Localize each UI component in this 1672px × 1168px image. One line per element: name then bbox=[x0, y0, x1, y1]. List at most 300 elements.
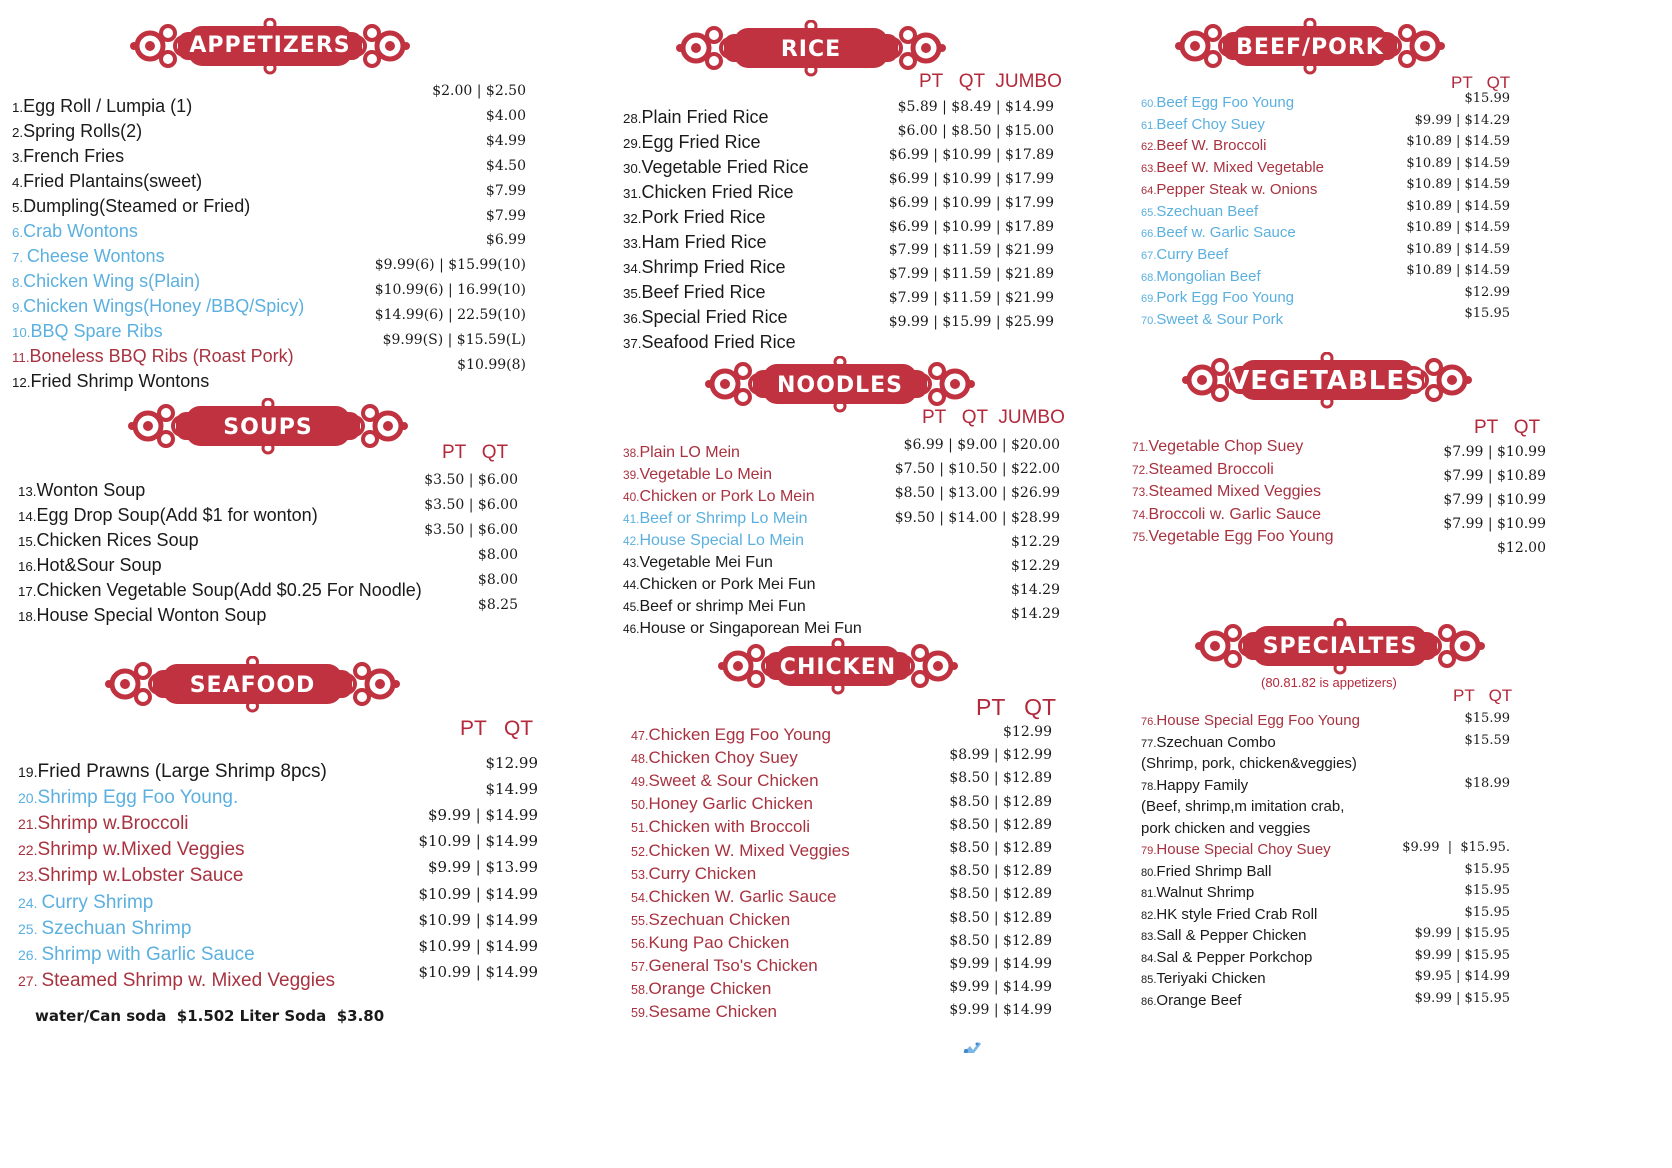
item-number: 49. bbox=[631, 775, 649, 790]
item-number: 74. bbox=[1132, 507, 1149, 522]
item-name: Beef or Shrimp Lo Mein bbox=[639, 510, 808, 527]
soups-col-header: PT QT bbox=[442, 442, 509, 463]
seafood-menu-item bbox=[18, 787, 238, 809]
item-name: Szechuan Chicken bbox=[648, 909, 791, 929]
item-number: 9. bbox=[12, 300, 24, 315]
item-number: 36. bbox=[623, 311, 642, 326]
item-number: 19. bbox=[18, 764, 38, 780]
item-name: Mongolian Beef bbox=[1156, 267, 1261, 285]
noodles-title: NOODLES bbox=[777, 373, 903, 398]
item-name: Chicken Wings(Honey /BBQ/Spicy) bbox=[23, 296, 305, 316]
item-name: Curry Chicken bbox=[648, 863, 757, 883]
item-name: Orange Chicken bbox=[648, 979, 772, 999]
item-number: 70. bbox=[1141, 315, 1157, 327]
rice-menu-item bbox=[623, 207, 766, 228]
appetizers-menu-item bbox=[12, 121, 142, 142]
item-number: 52. bbox=[631, 844, 649, 859]
item-name: French Fries bbox=[23, 146, 125, 166]
blue-sparkle-decoration bbox=[960, 1038, 984, 1062]
item-name: Chicken Fried Rice bbox=[641, 182, 794, 202]
item-number: 11. bbox=[12, 350, 30, 365]
item-price: $9.99 | $14.99 bbox=[949, 956, 1052, 972]
item-price: $6.99 bbox=[485, 232, 526, 249]
item-number: 85. bbox=[1141, 974, 1157, 986]
beefpork-menu-item bbox=[1141, 268, 1261, 285]
item-name: Szechuan Beef bbox=[1156, 202, 1259, 220]
item-name: House Special Lo Mein bbox=[639, 532, 804, 549]
item-name: Plain Fried Rice bbox=[641, 107, 769, 127]
vegetables-menu-item bbox=[1132, 528, 1334, 546]
item-number: 64. bbox=[1141, 184, 1157, 197]
item-price: $15.99 bbox=[1464, 91, 1510, 106]
item-price: $10.89 | $14.59 bbox=[1406, 155, 1510, 171]
item-number: 44. bbox=[623, 578, 640, 592]
item-name: Beef W. Mixed Vegetable bbox=[1156, 159, 1325, 177]
item-price: $10.89 | $14.59 bbox=[1406, 198, 1510, 214]
item-number: 13. bbox=[18, 484, 37, 499]
seafood-title: SEAFOOD bbox=[189, 673, 316, 698]
item-name: Vegetable Lo Mein bbox=[639, 466, 772, 483]
item-number: 18. bbox=[18, 609, 37, 624]
noodles-menu-item bbox=[623, 554, 773, 572]
beefpork-menu-item bbox=[1141, 116, 1265, 133]
item-price: $10.99 | $14.99 bbox=[418, 910, 538, 929]
item-price: $9.99 | $15.99 | $25.99 bbox=[888, 314, 1054, 331]
item-number: 63. bbox=[1141, 163, 1157, 176]
item-name: Chicken Wing s(Plain) bbox=[23, 271, 201, 291]
item-name: Cheese Wontons bbox=[26, 246, 165, 266]
item-price: $10.99 | $14.99 bbox=[418, 884, 538, 903]
item-price: $12.99 bbox=[485, 754, 538, 772]
beefpork-menu-item bbox=[1141, 311, 1283, 328]
item-number: 26. bbox=[18, 946, 42, 963]
item-price: $7.99 | $11.59 | $21.99 bbox=[888, 242, 1054, 259]
item-price: $12.99 bbox=[1003, 724, 1052, 740]
specialties-banner bbox=[1195, 618, 1485, 678]
item-name: Kung Pao Chicken bbox=[648, 932, 790, 952]
item-price: $10.99 | $14.99 bbox=[418, 936, 538, 955]
item-number: 34. bbox=[623, 261, 642, 276]
item-price: $12.29 bbox=[1011, 533, 1060, 550]
item-name: Plain LO Mein bbox=[639, 444, 740, 461]
rice-menu-item bbox=[623, 257, 786, 278]
item-price: $7.50 | $10.50 | $22.00 bbox=[894, 461, 1060, 478]
appetizers-menu-item bbox=[12, 346, 294, 367]
rice-menu-item bbox=[623, 307, 788, 328]
rice-menu-item bbox=[623, 332, 796, 353]
item-name: Happy Family bbox=[1156, 776, 1249, 794]
item-name: House Special Egg Foo Young bbox=[1156, 712, 1360, 729]
item-number: 38. bbox=[623, 446, 640, 460]
chicken-menu-item bbox=[631, 841, 850, 861]
chicken-menu-item bbox=[631, 864, 756, 884]
item-name: Sweet & Sour Pork bbox=[1156, 311, 1284, 328]
item-price: $7.99 | $10.99 bbox=[1443, 516, 1546, 533]
item-price: $9.99 | $13.99 bbox=[427, 858, 538, 877]
item-number: 24. bbox=[18, 894, 42, 911]
item-name: Chicken W. Mixed Veggies bbox=[648, 840, 850, 860]
item-price: $8.50 | $13.00 | $26.99 bbox=[894, 485, 1060, 502]
item-number: 86. bbox=[1141, 995, 1157, 1008]
item-name: Chicken or Pork Mei Fun bbox=[639, 576, 816, 593]
item-number: 2. bbox=[12, 125, 24, 140]
item-price: $6.99 | $10.99 | $17.99 bbox=[888, 170, 1054, 187]
item-number: 67. bbox=[1141, 249, 1157, 262]
item-number: 84. bbox=[1141, 952, 1157, 965]
drinks-water-can-soda: water/Can soda $1.50 bbox=[35, 1007, 225, 1025]
item-name: Wonton Soup bbox=[36, 480, 146, 500]
vegetables-menu-item bbox=[1132, 438, 1303, 456]
appetizers-menu-item bbox=[12, 146, 124, 167]
item-name: Chicken or Pork Lo Mein bbox=[639, 488, 815, 505]
item-price: $15.95 bbox=[1464, 861, 1510, 877]
item-name: Beef Egg Foo Young bbox=[1156, 94, 1295, 111]
item-number: 56. bbox=[631, 936, 649, 951]
seafood-menu-item bbox=[18, 839, 245, 861]
seafood-menu-item bbox=[18, 918, 191, 940]
item-number: 75. bbox=[1132, 530, 1149, 544]
item-number: 12. bbox=[12, 375, 31, 390]
item-price: $10.99(6) | 16.99(10) bbox=[374, 282, 526, 299]
appetizers-title: APPETIZERS bbox=[189, 33, 351, 58]
item-number: 21. bbox=[18, 816, 38, 833]
specialties-menu-item bbox=[1141, 992, 1241, 1009]
specialties-menu-item bbox=[1141, 755, 1357, 772]
vegetables-menu-item bbox=[1132, 506, 1321, 524]
noodles-menu-item bbox=[623, 598, 806, 616]
item-name: Chicken W. Garlic Sauce bbox=[648, 886, 837, 906]
beefpork-menu-item bbox=[1141, 137, 1266, 154]
item-number: 37. bbox=[623, 336, 642, 351]
noodles-col-header: PT QT JUMBO bbox=[922, 407, 1065, 428]
beefpork-title: BEEF/PORK bbox=[1236, 35, 1384, 60]
item-number: 57. bbox=[631, 960, 649, 974]
item-number: 28. bbox=[623, 111, 642, 126]
item-number: 82. bbox=[1141, 909, 1157, 922]
item-number: 17. bbox=[18, 584, 37, 599]
appetizers-menu-item bbox=[12, 221, 138, 242]
item-number: 8. bbox=[12, 275, 24, 290]
item-number: 45. bbox=[623, 600, 640, 614]
item-name: House Special Choy Suey bbox=[1156, 841, 1331, 858]
item-number: 73. bbox=[1132, 485, 1149, 499]
item-number: 23. bbox=[18, 868, 38, 885]
beefpork-menu-item bbox=[1141, 159, 1324, 176]
chicken-menu-item bbox=[631, 979, 771, 999]
item-price: $9.95 | $14.99 bbox=[1414, 969, 1510, 984]
item-number: 69. bbox=[1141, 293, 1157, 306]
item-price: $3.50 | $6.00 bbox=[424, 497, 518, 513]
item-number: 3. bbox=[12, 150, 24, 165]
item-name: Walnut Shrimp bbox=[1156, 884, 1255, 901]
item-number: 53. bbox=[631, 867, 649, 882]
item-name: Pepper Steak w. Onions bbox=[1156, 180, 1318, 198]
chicken-menu-item bbox=[631, 725, 831, 745]
item-number: 61. bbox=[1141, 119, 1157, 132]
seafood-menu-item bbox=[18, 761, 327, 783]
item-name: General Tso's Chicken bbox=[648, 956, 818, 975]
item-name: Chicken Egg Foo Young bbox=[648, 725, 831, 744]
item-name: Steamed Shrimp w. Mixed Veggies bbox=[41, 969, 336, 991]
item-name: Egg Drop Soup(Add $1 for wonton) bbox=[36, 505, 318, 525]
item-price: $4.50 bbox=[485, 157, 526, 174]
item-number: 78. bbox=[1141, 780, 1157, 793]
item-name: (Shrimp, pork, chicken&veggies) bbox=[1141, 755, 1357, 772]
item-name: Vegetable Chop Suey bbox=[1148, 438, 1304, 455]
item-price: $4.99 bbox=[485, 132, 526, 149]
item-number: 42. bbox=[623, 534, 640, 548]
item-number: 58. bbox=[631, 983, 649, 998]
noodles-menu-item bbox=[623, 466, 772, 484]
item-price: $8.00 bbox=[477, 547, 518, 563]
item-name: Beef w. Garlic Sauce bbox=[1156, 224, 1296, 242]
item-name: Shrimp with Garlic Sauce bbox=[41, 943, 255, 965]
item-price: $7.99 bbox=[485, 207, 526, 224]
item-number: 59. bbox=[631, 1006, 649, 1021]
beefpork-banner bbox=[1175, 18, 1445, 78]
item-number: 55. bbox=[631, 913, 649, 928]
rice-menu-item bbox=[623, 107, 769, 128]
chicken-menu-item bbox=[631, 1002, 777, 1022]
rice-menu-item bbox=[623, 182, 794, 203]
appetizers-menu-item bbox=[12, 246, 165, 267]
item-price: $15.95 bbox=[1464, 883, 1510, 898]
item-name: Beef or shrimp Mei Fun bbox=[639, 598, 806, 615]
soups-menu-item bbox=[18, 530, 199, 551]
rice-banner bbox=[676, 20, 946, 80]
item-number: 14. bbox=[18, 509, 37, 524]
item-name: Chicken with Broccoli bbox=[648, 817, 811, 837]
item-price: $8.50 | $12.89 bbox=[949, 816, 1052, 833]
item-price: $9.99 | $14.29 bbox=[1414, 112, 1510, 128]
specialties-menu-item bbox=[1141, 970, 1266, 987]
item-name: Shrimp Egg Foo Young. bbox=[37, 787, 239, 809]
noodles-menu-item bbox=[623, 444, 740, 462]
item-price: $10.89 | $14.59 bbox=[1406, 241, 1510, 257]
item-number: 72. bbox=[1132, 462, 1149, 477]
item-number: 4. bbox=[12, 175, 24, 190]
chicken-title: CHICKEN bbox=[779, 655, 897, 680]
item-name: HK style Fried Crab Roll bbox=[1156, 905, 1318, 923]
item-price: $6.99 | $9.00 | $20.00 bbox=[903, 437, 1060, 453]
specialties-col-header: PT QT bbox=[1453, 686, 1513, 705]
item-name: Sweet & Sour Chicken bbox=[648, 771, 819, 791]
chicken-menu-item bbox=[631, 910, 790, 930]
item-number: 16. bbox=[18, 559, 37, 574]
chicken-menu-item bbox=[631, 748, 798, 768]
specialties-menu-item bbox=[1141, 712, 1360, 729]
item-price: $8.50 | $12.89 bbox=[949, 863, 1052, 880]
item-price: $3.50 | $6.00 bbox=[424, 472, 518, 488]
item-number: 71. bbox=[1132, 440, 1149, 454]
soups-banner bbox=[128, 398, 408, 458]
beefpork-menu-item bbox=[1141, 289, 1294, 306]
item-number: 47. bbox=[631, 729, 649, 743]
beefpork-menu-item bbox=[1141, 94, 1294, 111]
beefpork-menu-item bbox=[1141, 203, 1258, 220]
item-name: Seafood Fried Rice bbox=[641, 332, 796, 352]
item-number: 68. bbox=[1141, 271, 1157, 284]
chicken-menu-item bbox=[631, 956, 818, 976]
item-price: $6.99 | $10.99 | $17.99 bbox=[888, 194, 1054, 211]
item-price: $9.99(6) | $15.99(10) bbox=[374, 257, 526, 274]
beefpork-menu-item bbox=[1141, 224, 1296, 241]
item-name: Shrimp w.Lobster Sauce bbox=[37, 865, 244, 887]
item-number: 10. bbox=[12, 325, 31, 340]
item-price: $8.99 | $12.99 bbox=[949, 747, 1052, 764]
item-price: $3.50 | $6.00 bbox=[424, 522, 518, 538]
item-name: Shrimp Fried Rice bbox=[641, 257, 786, 277]
item-name: Vegetable Mei Fun bbox=[639, 554, 773, 571]
item-price: $15.95 bbox=[1464, 904, 1510, 920]
item-price: $10.99(8) bbox=[457, 356, 526, 373]
item-number: 65. bbox=[1141, 206, 1157, 219]
item-price: $10.89 | $14.59 bbox=[1406, 263, 1510, 278]
rice-title: RICE bbox=[780, 37, 842, 62]
item-name: Egg Roll / Lumpia (1) bbox=[23, 96, 193, 116]
item-number: 25. bbox=[18, 920, 42, 937]
specialties-menu-item bbox=[1141, 777, 1248, 794]
specialties-menu-item bbox=[1141, 906, 1317, 923]
item-name: Orange Beef bbox=[1156, 991, 1242, 1009]
appetizers-menu-item bbox=[12, 321, 163, 342]
item-number: 32. bbox=[623, 211, 642, 226]
item-price: $10.89 | $14.59 bbox=[1406, 177, 1510, 192]
item-price: $8.50 | $12.89 bbox=[949, 932, 1052, 949]
specialties-menu-item bbox=[1141, 863, 1271, 880]
specialties-menu-item bbox=[1141, 927, 1307, 944]
item-name: Curry Shrimp bbox=[41, 891, 154, 913]
soups-menu-item bbox=[18, 580, 422, 601]
chicken-menu-item bbox=[631, 933, 789, 953]
item-name: Shrimp w.Broccoli bbox=[37, 813, 189, 835]
specialties-menu-item bbox=[1141, 734, 1276, 751]
soups-menu-item bbox=[18, 480, 145, 501]
item-number: 40. bbox=[623, 490, 640, 504]
appetizers-banner bbox=[130, 18, 410, 78]
item-price: $9.99 | $15.95 bbox=[1414, 947, 1510, 963]
item-name: Beef Fried Rice bbox=[641, 282, 766, 302]
item-number: 41. bbox=[623, 512, 640, 526]
item-name: Steamed Broccoli bbox=[1148, 460, 1274, 478]
beefpork-menu-item bbox=[1141, 246, 1228, 263]
item-price: $7.99 | $11.59 | $21.99 bbox=[888, 290, 1054, 307]
beefpork-menu-item bbox=[1141, 181, 1317, 198]
item-name: Curry Beef bbox=[1156, 245, 1229, 263]
item-number: 46. bbox=[623, 622, 640, 636]
noodles-menu-item bbox=[623, 620, 862, 638]
vegetables-menu-item bbox=[1132, 483, 1321, 501]
item-price: $9.99 | $15.95. bbox=[1402, 840, 1510, 855]
beefpork-col-header: PT QT bbox=[1451, 73, 1511, 92]
appetizers-menu-item bbox=[12, 171, 202, 192]
item-price: $10.99 | $14.99 bbox=[418, 832, 538, 851]
item-price: $8.50 | $12.89 bbox=[949, 770, 1052, 787]
item-price: $9.99 | $14.99 bbox=[427, 806, 538, 825]
item-name: BBQ Spare Ribs bbox=[30, 321, 163, 341]
noodles-menu-item bbox=[623, 576, 816, 594]
seafood-menu-item bbox=[18, 970, 335, 992]
soups-title: SOUPS bbox=[223, 415, 313, 440]
item-name: House Special Wonton Soup bbox=[36, 605, 267, 625]
specialties-menu-item bbox=[1141, 884, 1254, 901]
chicken-menu-item bbox=[631, 817, 810, 837]
item-price: $7.99 | $10.99 bbox=[1443, 444, 1546, 460]
item-number: 50. bbox=[631, 798, 649, 813]
item-number: 1. bbox=[12, 100, 24, 115]
rice-menu-item bbox=[623, 232, 767, 253]
item-price: $12.29 bbox=[1011, 558, 1060, 574]
item-number: 81. bbox=[1141, 888, 1157, 900]
item-name: Boneless BBQ Ribs (Roast Pork) bbox=[29, 346, 294, 366]
specialties-subtitle: (80.81.82 is appetizers) bbox=[1261, 675, 1397, 690]
item-number: 5. bbox=[12, 200, 24, 215]
item-name: Beef Choy Suey bbox=[1156, 115, 1265, 133]
item-price: $14.29 bbox=[1011, 606, 1060, 623]
item-price: $14.99 bbox=[485, 780, 538, 799]
soups-menu-item bbox=[18, 605, 266, 626]
item-price: $8.00 bbox=[477, 572, 518, 588]
item-price: $9.99(S) | $15.59(L) bbox=[382, 332, 526, 348]
item-name: Szechuan Shrimp bbox=[41, 917, 192, 939]
item-price: $15.59 bbox=[1464, 732, 1510, 748]
chicken-menu-item bbox=[631, 887, 837, 907]
item-number: 48. bbox=[631, 752, 649, 767]
item-price: $12.00 bbox=[1497, 540, 1546, 557]
item-number: 43. bbox=[623, 556, 640, 570]
appetizers-menu-item bbox=[12, 296, 304, 317]
item-price: $15.95 bbox=[1464, 306, 1510, 321]
item-price: $2.00 | $2.50 bbox=[432, 83, 526, 99]
item-number: 33. bbox=[623, 236, 642, 251]
item-name: Spring Rolls(2) bbox=[23, 121, 143, 141]
item-price: $18.99 bbox=[1464, 775, 1510, 791]
item-price: $12.99 bbox=[1464, 284, 1510, 300]
item-name: Pork Fried Rice bbox=[641, 207, 766, 227]
item-price: $9.99 | $14.99 bbox=[949, 979, 1052, 996]
item-number: 80. bbox=[1141, 866, 1157, 879]
item-name: Vegetable Fried Rice bbox=[641, 157, 809, 177]
chicken-menu-item bbox=[631, 794, 813, 814]
item-number: 6. bbox=[12, 225, 24, 240]
item-name: Chicken Rices Soup bbox=[36, 530, 199, 550]
item-name: Hot&Sour Soup bbox=[36, 555, 162, 575]
item-name: Special Fried Rice bbox=[641, 307, 788, 327]
vegetables-title: VEGETABLES bbox=[1229, 366, 1425, 396]
item-number: 30. bbox=[623, 161, 642, 176]
item-name: Honey Garlic Chicken bbox=[648, 794, 813, 814]
item-name: Dumpling(Steamed or Fried) bbox=[23, 196, 251, 216]
specialties-menu-item bbox=[1141, 820, 1310, 837]
rice-col-header: PT QT JUMBO bbox=[919, 71, 1062, 92]
item-number: 51. bbox=[631, 821, 649, 836]
seafood-col-header: PT QT bbox=[460, 717, 534, 740]
vegetables-menu-item bbox=[1132, 461, 1274, 479]
item-number: 31. bbox=[623, 186, 642, 201]
item-name: pork chicken and veggies bbox=[1141, 819, 1311, 837]
item-number: 60. bbox=[1141, 98, 1157, 110]
item-price: $7.99 | $11.59 | $21.89 bbox=[888, 266, 1054, 283]
item-name: Fried Shrimp Ball bbox=[1156, 862, 1272, 880]
item-name: Fried Shrimp Wontons bbox=[30, 371, 210, 391]
item-price: $9.99 | $15.95 bbox=[1414, 990, 1510, 1006]
drinks-2-liter-soda: 2 Liter Soda $3.80 bbox=[224, 1007, 385, 1025]
item-name: Sal & Pepper Porkchop bbox=[1156, 948, 1313, 966]
item-name: Chicken Vegetable Soup(Add $0.25 For Noodle) bbox=[36, 580, 422, 600]
item-number: 79. bbox=[1141, 845, 1157, 857]
item-price: $4.00 bbox=[485, 107, 526, 124]
item-price: $6.00 | $8.50 | $15.00 bbox=[897, 122, 1054, 139]
